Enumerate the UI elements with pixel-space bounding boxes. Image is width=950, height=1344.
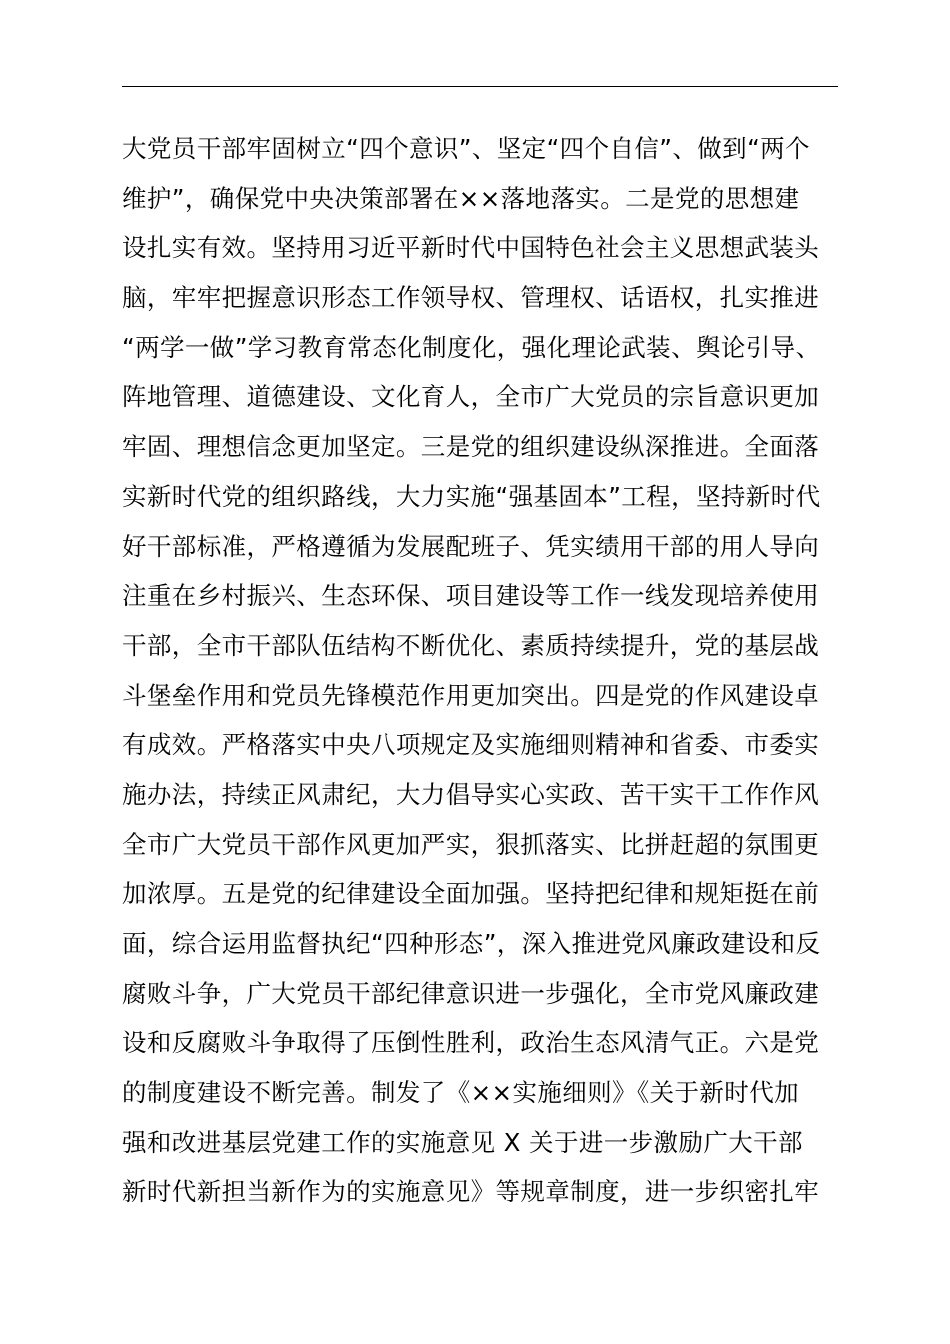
text-line: 全市广大党员干部作风更加严实，狠抓落实、比拼赶超的氛围更 <box>122 829 820 859</box>
text-line: “两学一做”学习教育常态化制度化，强化理论武装、舆论引导、 <box>122 332 821 362</box>
text-line: 好干部标准，严格遵循为发展配班子、凭实绩用干部的用人导向 <box>122 531 820 561</box>
text-line: 面，综合运用监督执纪“四种形态”，深入推进党风廉政建设和反 <box>122 929 821 958</box>
text-line: 腐败斗争，广大党员干部纪律意识进一步强化，全市党风廉政建 <box>122 978 820 1008</box>
body-paragraph <box>122 124 842 1217</box>
text-line: 新时代新担当新作为的实施意见》等规章制度，进一步织密扎牢 <box>122 1177 820 1207</box>
text-line: 设扎实有效。坚持用习近平新时代中国特色社会主义思想武装头 <box>122 233 820 263</box>
text-line: 牢固、理想信念更加坚定。三是党的组织建设纵深推进。全面落 <box>122 432 820 462</box>
text-line: 加浓厚。五是党的纪律建设全面加强。坚持把纪律和规矩挺在前 <box>122 879 820 909</box>
text-line: 设和反腐败斗争取得了压倒性胜利，政治生态风清气正。六是党 <box>122 1028 820 1058</box>
text-line: 大党员干部牢固树立“四个意识”、坚定“四个自信”、做到“两个 <box>122 134 810 163</box>
text-line: 的制度建设不断完善。制发了《××实施细则》《关于新时代加 <box>122 1078 800 1108</box>
text-line: 实新时代党的组织路线，大力实施“强基固本”工程，坚持新时代 <box>122 481 821 511</box>
header-rule <box>122 86 838 87</box>
text-line: 斗堡垒作用和党员先锋模范作用更加突出。四是党的作风建设卓 <box>122 680 820 710</box>
text-line: 维护”，确保党中央决策部署在××落地落实。二是党的思想建 <box>122 183 800 213</box>
text-line: 注重在乡村振兴、生态环保、项目建设等工作一线发现培养使用 <box>122 581 820 611</box>
text-line: 强和改进基层党建工作的实施意见 X 关于进一步激励广大干部 <box>122 1127 803 1157</box>
text-line: 有成效。严格落实中央八项规定及实施细则精神和省委、市委实 <box>122 730 820 760</box>
text-line: 阵地管理、道德建设、文化育人，全市广大党员的宗旨意识更加 <box>122 382 820 412</box>
text-line: 脑，牢牢把握意识形态工作领导权、管理权、话语权，扎实推进 <box>122 283 820 313</box>
text-line: 施办法，持续正风肃纪，大力倡导实心实政、苦干实干工作作风 <box>122 779 820 809</box>
text-line: 干部，全市干部队伍结构不断优化、素质持续提升，党的基层战 <box>122 630 820 660</box>
